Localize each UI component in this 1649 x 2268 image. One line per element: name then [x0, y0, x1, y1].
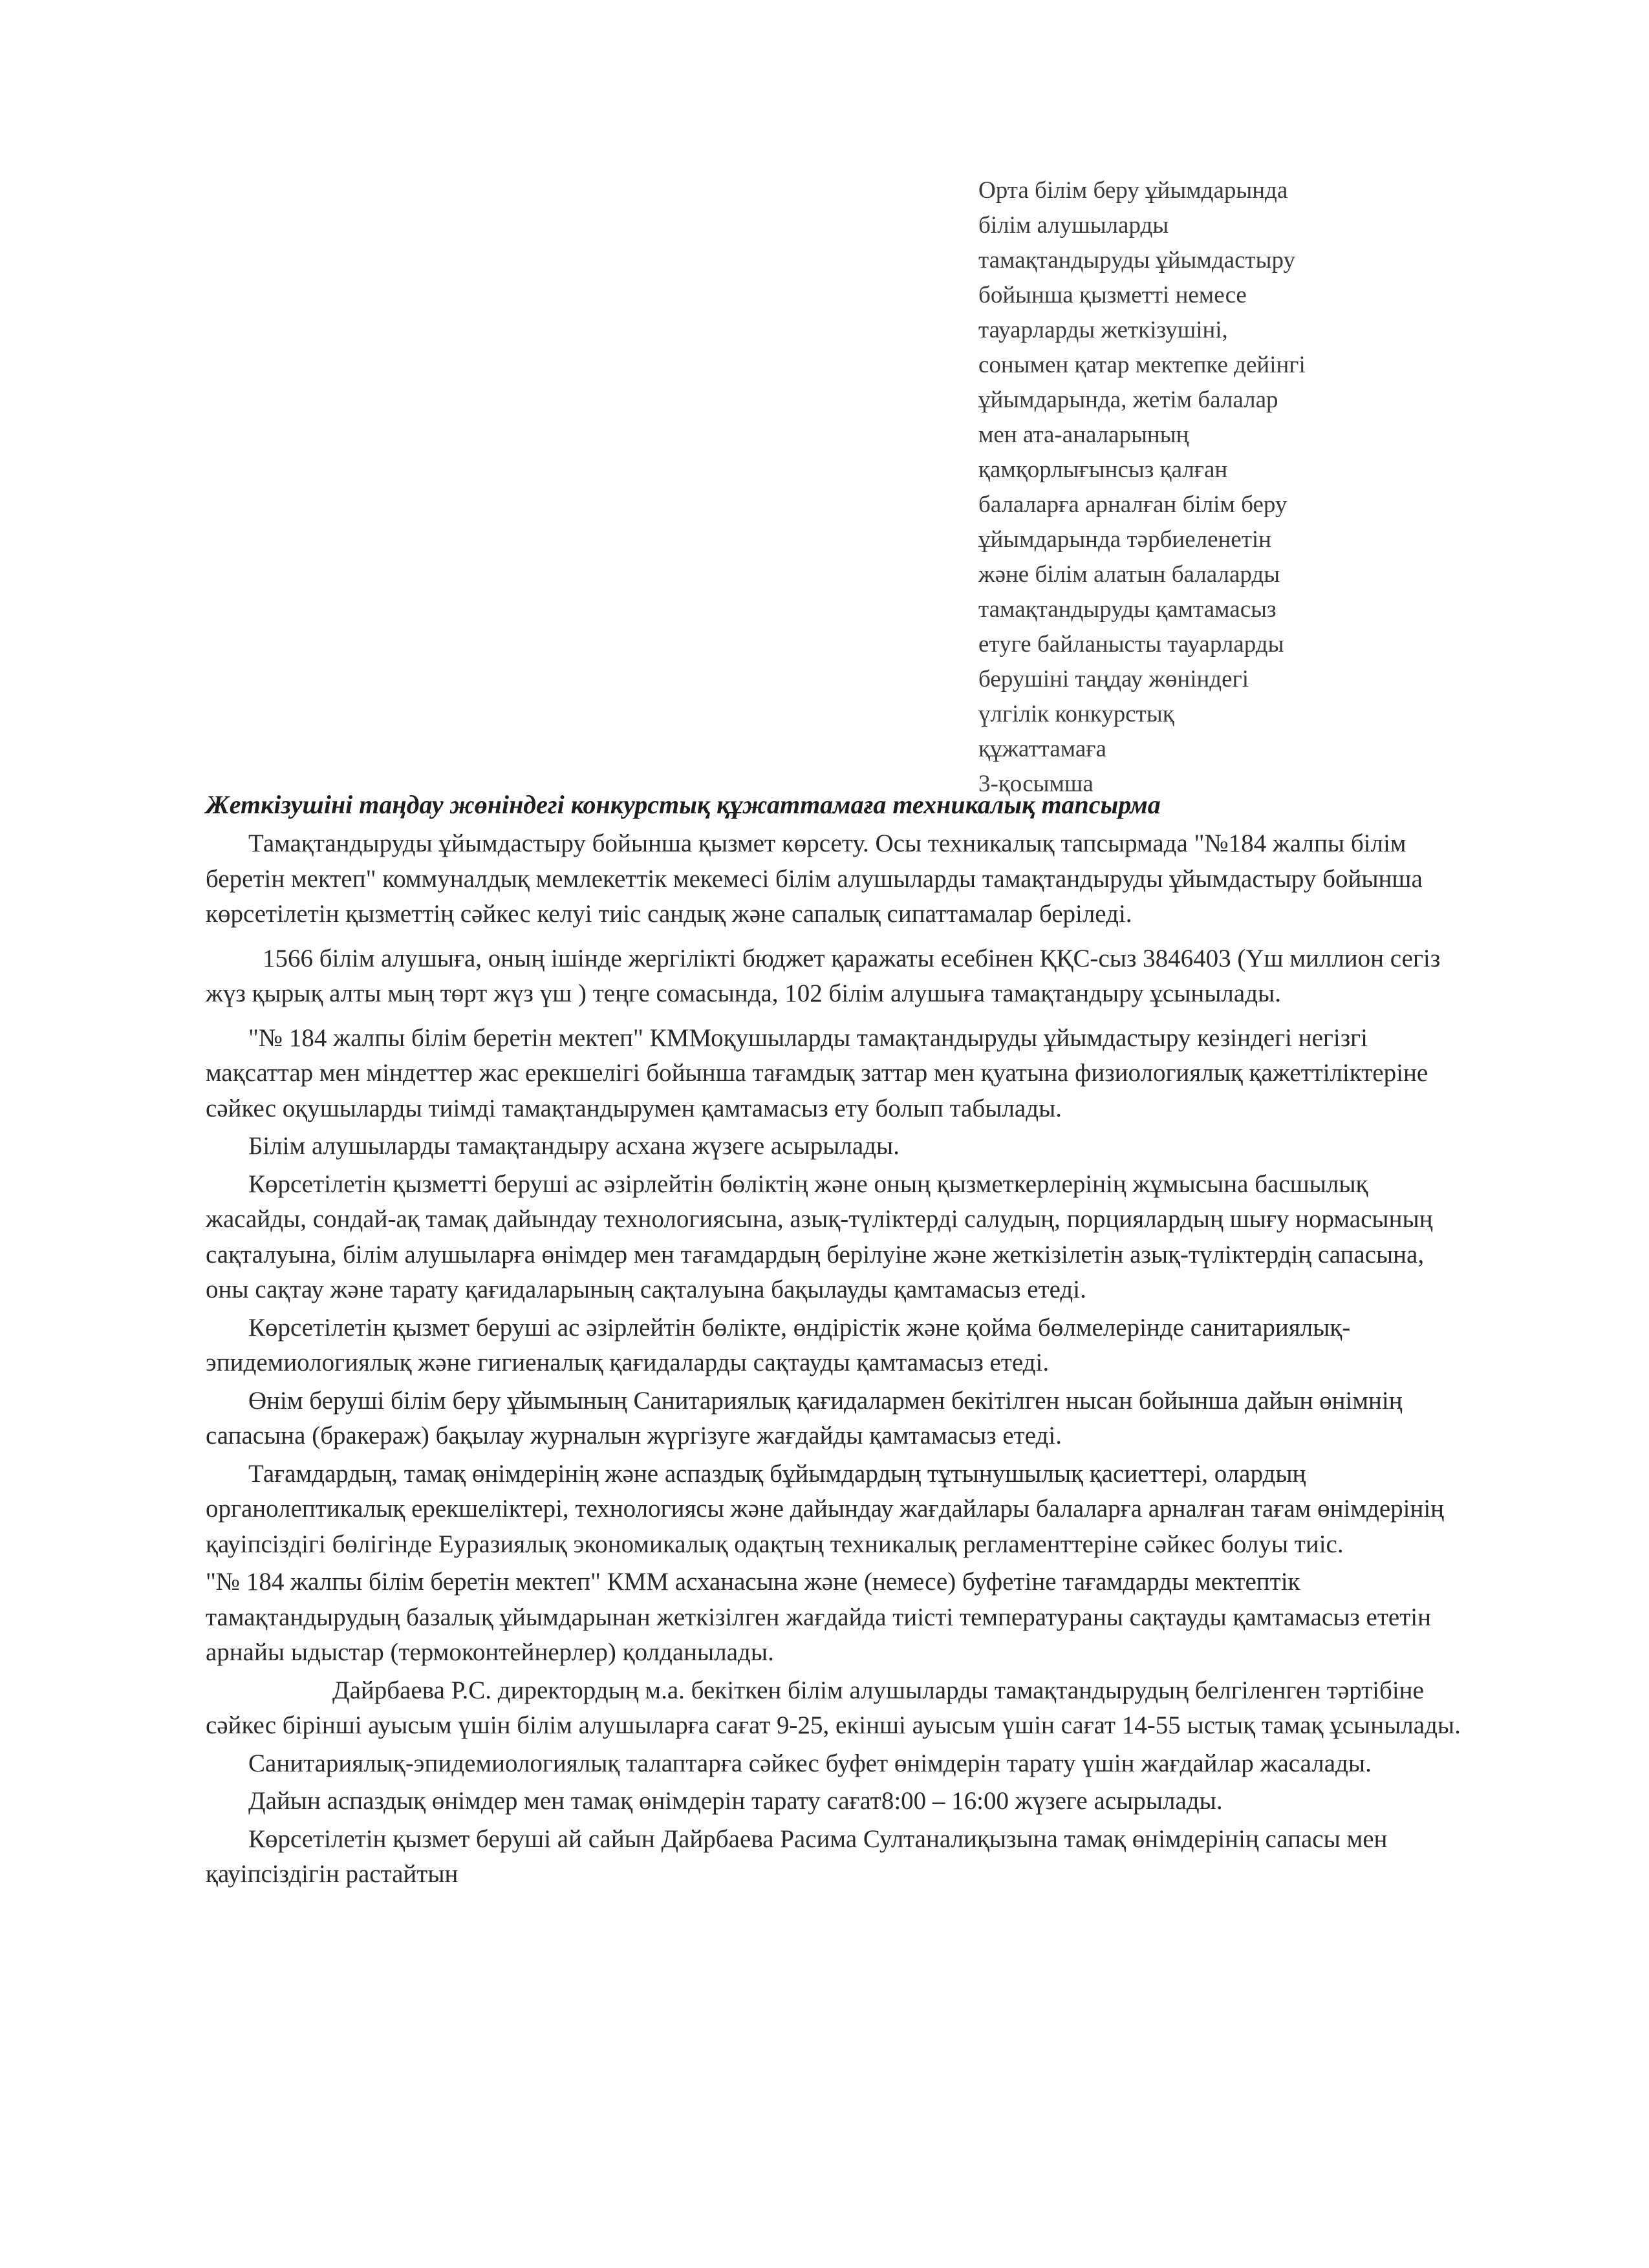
document-title: Жеткізушіні таңдау жөніндегі конкурстық құжаттамаға техникалық тапсырма [206, 790, 1161, 819]
annex-line: және білім алатын балаларды [978, 561, 1280, 588]
annex-line: берушіні таңдау жөніндегі [978, 666, 1249, 692]
annex-line: 3-қосымша [978, 771, 1094, 797]
annex-line: Орта білім беру ұйымдарында [978, 177, 1288, 204]
paragraph-quality-journal: Өнім беруші білім беру ұйымының Санитариялық қағидалармен бекітілген нысан бойынша дайын өнімнің сапасына (бракераж) бақылау журналын жүргізуге жағдайды қамтамасыз етеді. [206, 1386, 1403, 1450]
document-body [206, 826, 1473, 1892]
paragraph-distribution-hours: Дайын аспаздық өнімдер мен тамақ өнімдерін тарату сағат8:00 – 16:00 жүзеге асырылады. [248, 1787, 1223, 1815]
annex-line: ұйымдарында тәрбиеленетін [978, 526, 1271, 553]
annex-header [978, 173, 1470, 802]
annex-line: құжаттамаға [978, 736, 1106, 762]
paragraph-thermocontainers: "№ 184 жалпы білім беретін мектеп" КММ асханасына және (немесе) буфетіне тағамдарды мектептік тамақтандырудың базалық ұйымдарынан жеткізілген жағдайда тиісті температураны сақтауды қамтамасыз ететін арнайы ыдыстар (термоконтейнерлер) қолданылады. [206, 1568, 1431, 1666]
annex-line: үлгілік конкурстық [978, 701, 1174, 727]
paragraph-monthly-report: Көрсетілетін қызмет беруші ай сайын Дайрбаева Расима Султаналиқызына тамақ өнімдерінің сапасы мен қауіпсіздігін растайтын [206, 1824, 1388, 1888]
annex-line: етуге байланысты тауарларды [978, 631, 1284, 658]
annex-line: қамқорлығынсыз қалған [978, 456, 1228, 483]
annex-line: білім алушыларды [978, 212, 1169, 239]
paragraph-service-description: Тамақтандыруды ұйымдастыру бойынша қызмет көрсету. Осы техникалық тапсырмада "№184 жалпы білім беретін мектеп" коммуналдық мемлекеттік мекемесі білім алушыларды тамақтандыруды ұйымдастыру бойынша көрсетілетін қызметтің сәйкес келуі тиіс сандық және сапалық сипаттамалар беріледі. [206, 829, 1423, 928]
paragraph-meal-schedule: Дайрбаева Р.С. директордың м.а. бекіткен білім алушыларды тамақтандырудың белгіленген тәртібіне сәйкес бірінші ауысым үшін білім алушыларға сағат 9-25, екінші ауысым үшін сағат 14-55 ыстық тамақ ұсынылады. [206, 1676, 1461, 1739]
annex-line: тауарларды жеткізушіні, [978, 317, 1228, 343]
paragraph-canteen: Білім алушыларды тамақтандыру асхана жүзеге асырылады. [248, 1132, 900, 1160]
annex-line: сонымен қатар мектепке дейінгі [978, 352, 1306, 378]
paragraph-budget: 1566 білім алушыға, оның ішінде жергілікті бюджет қаражаты есебінен ҚҚС-сыз 3846403 (Үш миллион сегіз жүз қырық алты мың төрт жүз үш ) теңге сомасында, 102 білім алушыға тамақтандыру ұсынылады. [206, 944, 1441, 1007]
annex-line: балаларға арналған білім беру [978, 491, 1288, 518]
paragraph-buffet: Санитариялық-эпидемиологиялық талаптарға сәйкес буфет өнімдерін тарату үшін жағдайлар жасалады. [248, 1749, 1372, 1777]
paragraph-supplier-duties: Көрсетілетін қызметті беруші ас әзірлейтін бөліктің және оның қызметкерлерінің жұмысына басшылық жасайды, сондай-ақ тамақ дайындау технологиясына, азық-түліктерді салудың, порциялардың шығу нормасының сақталуына, білім алушыларға өнімдер мен тағамдардың берілуіне және жеткізілетін азық-түліктердің сапасына, оны сақтау және тарату қағидаларының сақталуына бақылауды қамтамасыз етеді. [206, 1170, 1433, 1303]
paragraph-food-properties: Тағамдардың, тамақ өнімдерінің және аспаздық бұйымдардың тұтынушылық қасиеттері, олардың органолептикалық ерекшеліктері, технологиясы және дайындау жағдайлары балаларға арналған тағам өнімдерінің қауіпсіздігі бөлігінде Еуразиялық экономикалық одақтың техникалық регламенттеріне сәйкес болуы тиіс. [206, 1459, 1445, 1558]
annex-line: бойынша қызметті немесе [978, 282, 1247, 308]
annex-line: мен ата-аналарының [978, 422, 1189, 448]
paragraph-goals: "№ 184 жалпы білім беретін мектеп" КММоқушыларды тамақтандыруды ұйымдастыру кезіндегі негізгі мақсаттар мен міндеттер жас ерекшелігі бойынша тағамдық заттар мен қуатына физиологиялық қажеттіліктеріне сәйкес оқушыларды тиімді тамақтандырумен қамтамасыз ету болып табылады. [206, 1023, 1428, 1122]
annex-line: тамақтандыруды ұйымдастыру [978, 247, 1296, 273]
paragraph-sanitary-rules: Көрсетілетін қызмет беруші ас әзірлейтін бөлікте, өндірістік және қойма бөлмелерінде санитариялық-эпидемиологиялық және гигиеналық қағидаларды сақтауды қамтамасыз етеді. [206, 1313, 1351, 1376]
annex-line: тамақтандыруды қамтамасыз [978, 596, 1277, 623]
annex-line: ұйымдарында, жетім балалар [978, 387, 1278, 413]
